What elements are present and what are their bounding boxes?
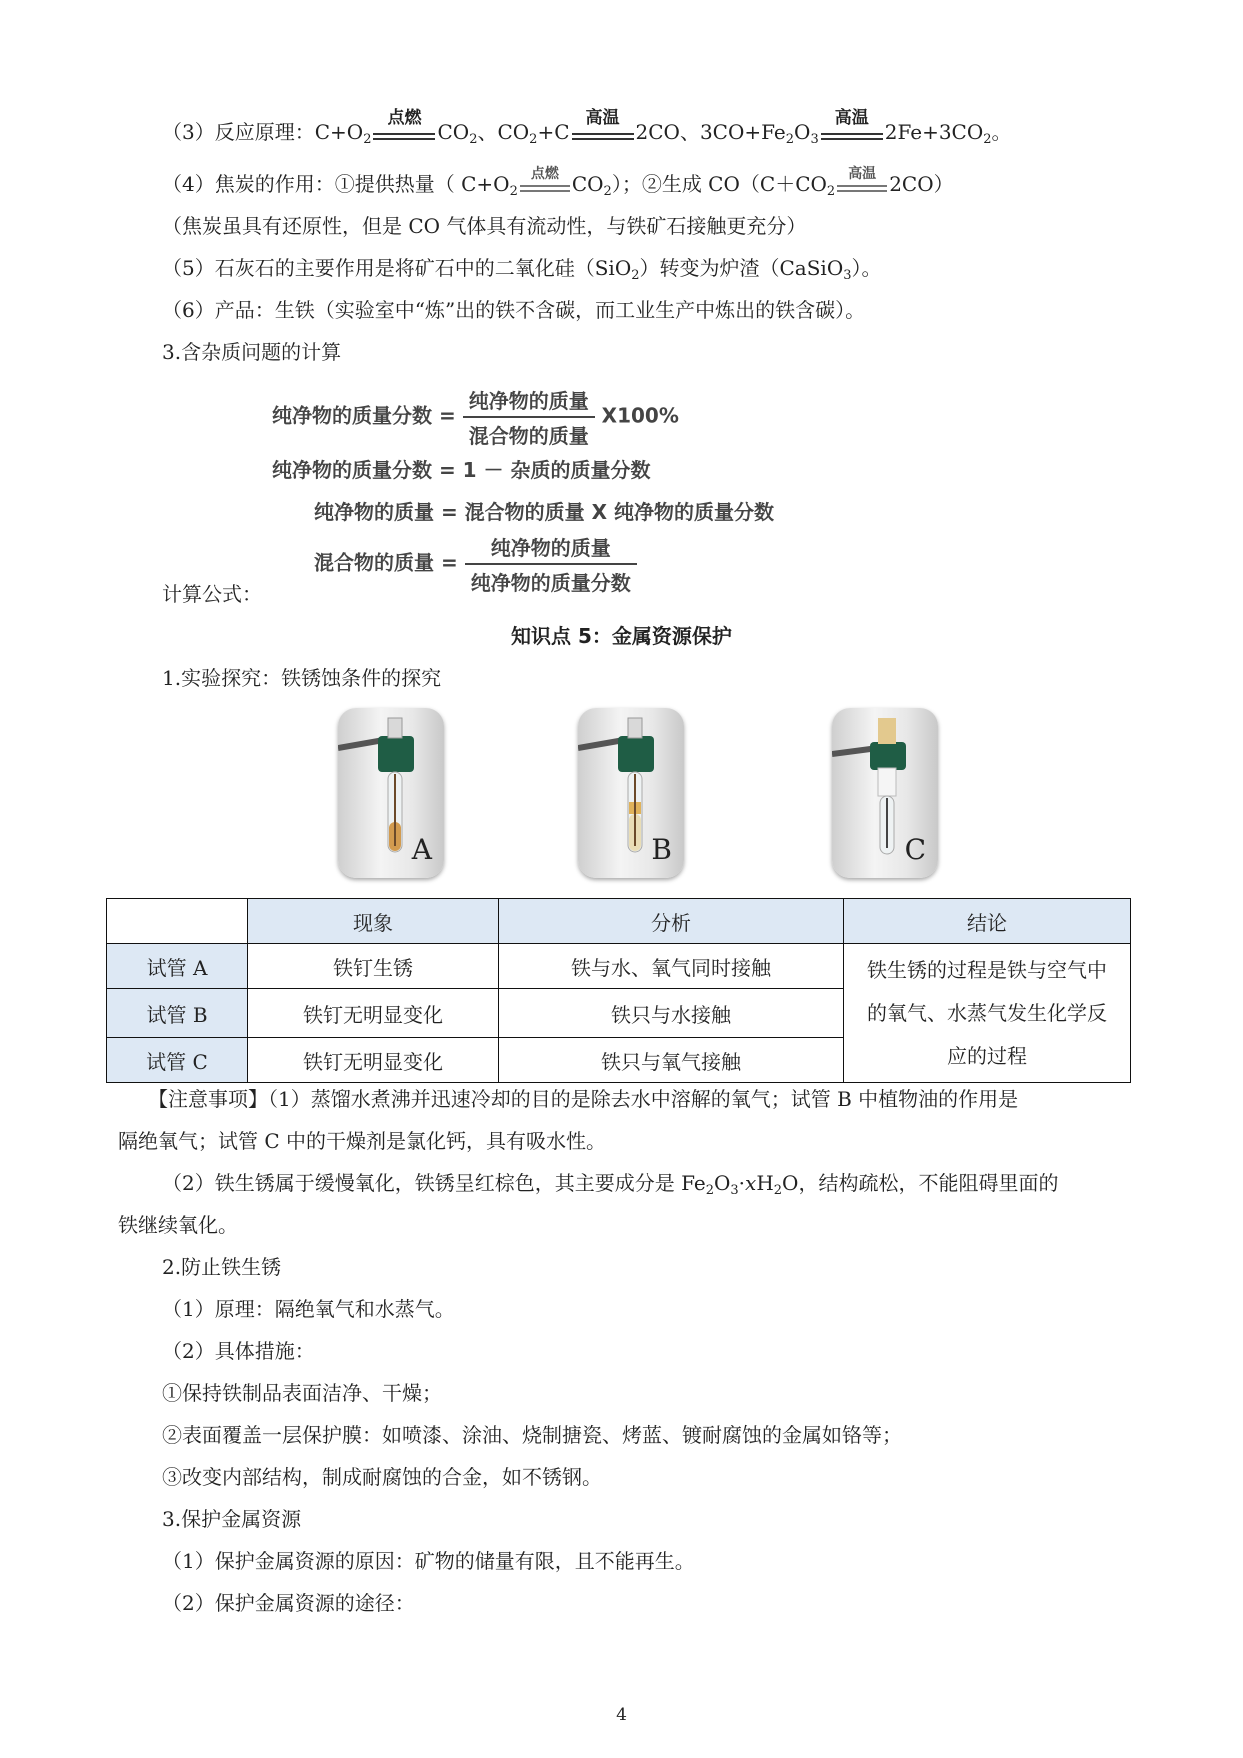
row-name: 试管 A (107, 944, 248, 989)
row-analysis: 铁只与水接触 (499, 989, 844, 1038)
measure-1: ①保持铁制品表面洁净、干燥； (162, 1381, 442, 1405)
protect-resources-heading: 3.保护金属资源 (162, 1507, 302, 1531)
row-analysis: 铁与水、氧气同时接触 (499, 944, 844, 989)
test-tube-image-c (832, 708, 938, 878)
prevent-principle: （1）原理：隔绝氧气和水蒸气。 (162, 1297, 455, 1321)
formula-mixture-mass: 混合物的质量 = $\frac{\text{纯净物的质量}}{\text{纯净物的质量分数}}$ (314, 532, 637, 596)
experiment-heading: 1.实验探究：铁锈蚀条件的探究 (162, 666, 442, 690)
conclusion-cell: 铁生锈的过程是铁与空气中 的氧气、水蒸气发生化学反 应的过程 (844, 944, 1131, 1083)
tube-letter-a: A (411, 833, 432, 866)
table-row (107, 944, 1131, 989)
row-name: 试管 C (107, 1038, 248, 1083)
formula-purity-complement: 纯净物的质量分数 = 1 － 杂质的质量分数 (272, 458, 651, 482)
test-tube-image-a (338, 708, 444, 878)
rust-experiment-table (106, 898, 1131, 1083)
note-2-line-2: 铁继续氧化。 (118, 1213, 238, 1237)
section-title: 知识点 5：金属资源保护 (511, 624, 732, 648)
table-header-row (107, 899, 1131, 944)
formula-pure-mass: 纯净物的质量 = 混合物的质量 X 纯净物的质量分数 (314, 500, 775, 524)
protect-ways: （2）保护金属资源的途径： (162, 1591, 415, 1615)
row-analysis: 铁只与氧气接触 (499, 1038, 844, 1083)
row-name: 试管 B (107, 989, 248, 1038)
equals-condition-hightemp-2: 高温 (819, 118, 885, 146)
header-analysis: 分析 (499, 899, 844, 944)
measure-2: ②表面覆盖一层保护膜：如喷漆、涂油、烧制搪瓷、烤蓝、镀耐腐蚀的金属如铬等； (162, 1423, 902, 1447)
formula-purity-fraction: 纯净物的质量分数 = $\frac{\text{纯净物的质量}}{\text{混合物的质量}}$ X100% (272, 385, 679, 449)
coke-role-line: （4）焦炭的作用：①提供热量（ $C+O_2$ 点燃 $CO_2$）；②生成 $CO(C+CO_2$ 高温 2CO） (162, 166, 954, 199)
coke-note: （焦炭虽具有还原性，但是 CO 气体具有流动性，与铁矿石接触更充分） (162, 214, 807, 238)
equals-condition-hightemp: 高温 (570, 118, 636, 146)
measure-3: ③改变内部结构，制成耐腐蚀的合金，如不锈钢。 (162, 1465, 602, 1489)
reaction-label: （3）反应原理： (162, 120, 315, 144)
page-number: 4 (616, 1705, 627, 1725)
tube-letter-c: C (904, 833, 926, 866)
equals-condition-ignite-small: 点燃 (518, 170, 572, 198)
limestone-line: （5）石灰石的主要作用是将矿石中的二氧化硅（SiO$_2$）转变为炉渣（CaSiO$_3$）。 (162, 256, 882, 283)
row-phenomenon: 铁钉生锈 (248, 944, 499, 989)
protect-reason: （1）保护金属资源的原因：矿物的储量有限，且不能再生。 (162, 1549, 695, 1573)
note-1-line-1: 【注意事项】（1）蒸馏水煮沸并迅速冷却的目的是除去水中溶解的氧气；试管 B 中植物油的作用是 (148, 1087, 1019, 1111)
equals-condition-hightemp-small: 高温 (835, 170, 889, 198)
reaction-principle-line: （3）反应原理：$C+O_2$ 点燃 $CO_2$、$CO_2+C$ 高温 2CO、$3CO+Fe_2O_3$ 高温 $2Fe+3CO_2$。 (162, 108, 1012, 147)
tube-letter-b: B (651, 833, 672, 866)
note-2-line-1: （2）铁生锈属于缓慢氧化，铁锈呈红棕色，其主要成分是 $Fe_2O_3\cdot xH_2O$，结构疏松，不能阻碍里面的 (162, 1171, 1059, 1198)
header-phenomenon: 现象 (248, 899, 499, 944)
header-empty (107, 899, 248, 944)
impurity-heading: 3.含杂质问题的计算 (162, 340, 342, 364)
prevent-measures: （2）具体措施： (162, 1339, 315, 1363)
prevent-rust-heading: 2.防止铁生锈 (162, 1255, 282, 1279)
calc-formula-label: 计算公式： (162, 582, 262, 606)
row-phenomenon: 铁钉无明显变化 (248, 1038, 499, 1083)
row-phenomenon: 铁钉无明显变化 (248, 989, 499, 1038)
product-line: （6）产品：生铁（实验室中“炼”出的铁不含碳，而工业生产中炼出的铁含碳）。 (162, 298, 866, 322)
header-conclusion: 结论 (844, 899, 1131, 944)
note-1-line-2: 隔绝氧气；试管 C 中的干燥剂是氯化钙，具有吸水性。 (118, 1129, 607, 1153)
equals-condition-ignite: 点燃 (371, 118, 437, 146)
test-tube-image-b (578, 708, 684, 878)
